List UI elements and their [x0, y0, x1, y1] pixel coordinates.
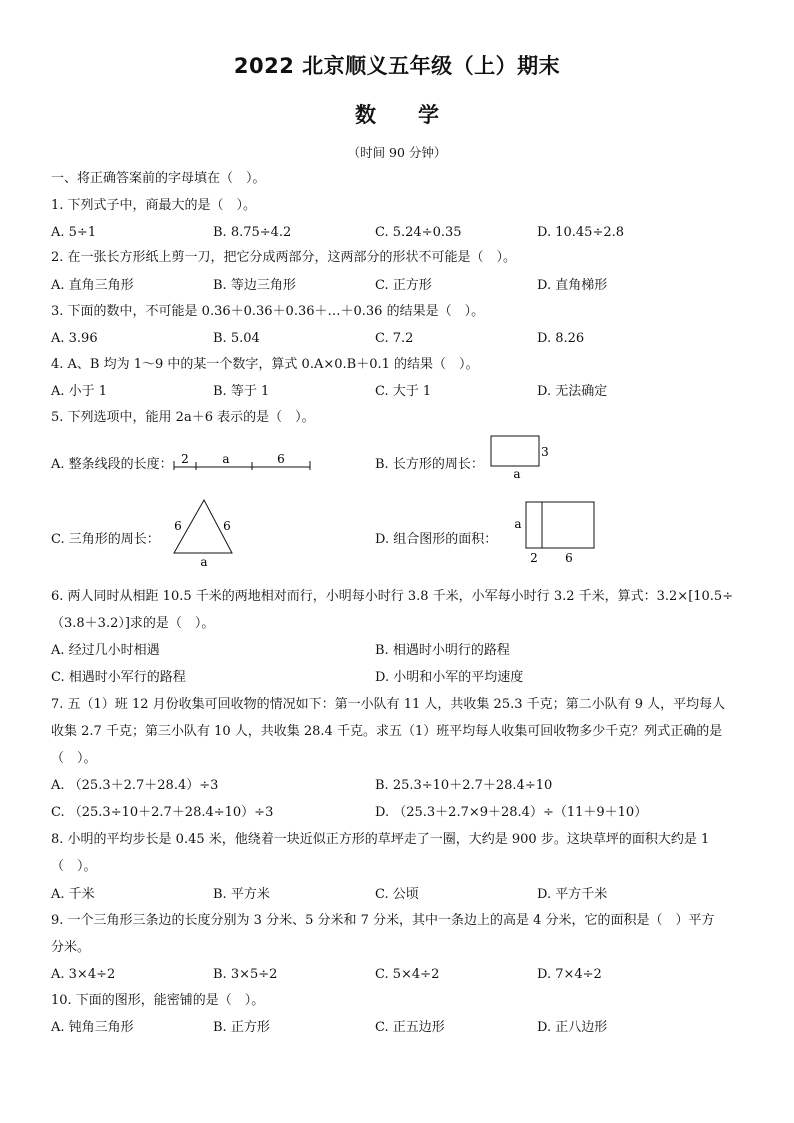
segment-label-6: 6 — [277, 452, 285, 466]
q6-option-a: A. 经过几小时相遇 — [51, 643, 160, 658]
triangle-diagram — [168, 496, 240, 570]
q3-option-b: B. 5.04 — [213, 331, 260, 346]
rectangle-shape — [491, 436, 539, 466]
q5-option-b: B. 长方形的周长： — [375, 457, 484, 472]
q5-option-c: C. 三角形的周长： — [51, 532, 160, 547]
segment-label-2: 2 — [181, 452, 189, 466]
question-7-line1: 7. 五（1）班 12 月份收集可回收物的情况如下：第一小队有 11 人，共收集 25.3 千克；第二小队有 9 人，平均每人 — [51, 697, 726, 712]
q10-option-c: C. 正五边形 — [375, 1020, 445, 1035]
q9-option-b: B. 3×5÷2 — [213, 967, 278, 982]
question-2-stem: 2. 在一张长方形纸上剪一刀，把它分成两部分，这两部分的形状不可能是（ ）。 — [51, 250, 517, 265]
q10-option-d: D. 正八边形 — [537, 1020, 608, 1035]
triangle-label-base: a — [200, 555, 208, 569]
rectangle-diagram — [488, 433, 554, 483]
q10-option-b: B. 正方形 — [213, 1020, 270, 1035]
q4-option-b: B. 等于 1 — [213, 384, 270, 399]
question-4-stem: 4. A、B 均为 1～9 中的某一个数字，算式 0.A×0.B＋0.1 的结果（ ）。 — [51, 357, 479, 372]
segment-diagram — [172, 448, 314, 474]
q3-option-d: D. 8.26 — [537, 331, 585, 346]
q6-option-c: C. 相遇时小军行的路程 — [51, 670, 186, 685]
triangle-label-left: 6 — [174, 519, 182, 533]
q8-option-c: C. 公顷 — [375, 887, 419, 902]
rectangle-label-a: a — [513, 467, 521, 481]
q8-option-a: A. 千米 — [51, 887, 95, 902]
q2-option-d: D. 直角梯形 — [537, 278, 608, 293]
question-8-line1: 8. 小明的平均步长是 0.45 米，他绕着一块近似正方形的草坪走了一圈，大约是 900 步。这块草坪的面积大约是 1 — [51, 832, 710, 847]
q7-option-b: B. 25.3÷10＋2.7＋28.4÷10 — [375, 778, 553, 793]
question-3-stem: 3. 下面的数中，不可能是 0.36＋0.36＋0.36＋…＋0.36 的结果是（ ）。 — [51, 304, 485, 319]
q10-option-a: A. 钝角三角形 — [51, 1020, 134, 1035]
page-title: 2022 北京顺义五年级（上）期末 — [233, 54, 561, 78]
composite-label-6: 6 — [565, 551, 573, 565]
section-heading: 一、将正确答案前的字母填在（ ）。 — [51, 171, 266, 186]
q9-option-d: D. 7×4÷2 — [537, 967, 602, 982]
question-8-line2: （ ）。 — [51, 859, 97, 874]
q2-option-c: C. 正方形 — [375, 278, 432, 293]
q1-option-a: A. 5÷1 — [51, 225, 97, 240]
q9-option-a: A. 3×4÷2 — [51, 967, 116, 982]
composite-diagram — [512, 498, 600, 568]
q6-option-b: B. 相遇时小明行的路程 — [375, 643, 510, 658]
subject-title: 数 学 — [355, 103, 439, 127]
q7-option-a: A. （25.3＋2.7＋28.4）÷3 — [51, 778, 219, 793]
question-6-line1: 6. 两人同时从相距 10.5 千米的两地相对而行，小明每小时行 3.8 千米，小军每小时行 3.2 千米，算式：3.2×[10.5÷ — [51, 589, 734, 604]
q3-option-c: C. 7.2 — [375, 331, 414, 346]
q9-option-c: C. 5×4÷2 — [375, 967, 440, 982]
q1-option-d: D. 10.45÷2.8 — [537, 225, 625, 240]
composite-rect-outer — [526, 502, 594, 548]
q4-option-d: D. 无法确定 — [537, 384, 608, 399]
q4-option-c: C. 大于 1 — [375, 384, 432, 399]
question-9-line1: 9. 一个三角形三条边的长度分别为 3 分米、5 分米和 7 分米，其中一条边上的高是 4 分米，它的面积是（ ）平方 — [51, 913, 715, 928]
question-5-stem: 5. 下列选项中，能用 2a＋6 表示的是（ ）。 — [51, 410, 315, 425]
composite-label-2: 2 — [530, 551, 538, 565]
question-7-line3: （ ）。 — [51, 751, 97, 766]
question-10-stem: 10. 下面的图形，能密铺的是（ ）。 — [51, 993, 265, 1008]
rectangle-label-3: 3 — [541, 445, 549, 459]
composite-label-a: a — [514, 517, 522, 531]
q7-option-c: C. （25.3÷10＋2.7＋28.4÷10）÷3 — [51, 805, 274, 820]
segment-label-a: a — [222, 452, 230, 466]
q3-option-a: A. 3.96 — [51, 331, 98, 346]
question-6-line2: （3.8＋3.2）]求的是（ ）。 — [51, 616, 215, 631]
triangle-label-right: 6 — [223, 519, 231, 533]
q8-option-d: D. 平方千米 — [537, 887, 608, 902]
q7-option-d: D. （25.3＋2.7×9＋28.4）÷（11＋9＋10） — [375, 805, 648, 820]
question-9-line2: 分米。 — [51, 940, 91, 955]
q5-option-a: A. 整条线段的长度： — [51, 457, 173, 472]
question-1-stem: 1. 下列式子中，商最大的是（ ）。 — [51, 198, 257, 213]
exam-time: （时间 90 分钟） — [347, 145, 447, 160]
q5-option-d: D. 组合图形的面积： — [375, 532, 498, 547]
q1-option-b: B. 8.75÷4.2 — [213, 225, 292, 240]
q2-option-a: A. 直角三角形 — [51, 278, 134, 293]
q1-option-c: C. 5.24÷0.35 — [375, 225, 462, 240]
q6-option-d: D. 小明和小军的平均速度 — [375, 670, 524, 685]
question-7-line2: 收集 2.7 千克；第三小队有 10 人，共收集 28.4 千克。求五（1）班平均每人收集可回收物多少千克？列式正确的是 — [51, 724, 723, 739]
q8-option-b: B. 平方米 — [213, 887, 270, 902]
q4-option-a: A. 小于 1 — [51, 384, 108, 399]
q2-option-b: B. 等边三角形 — [213, 278, 296, 293]
